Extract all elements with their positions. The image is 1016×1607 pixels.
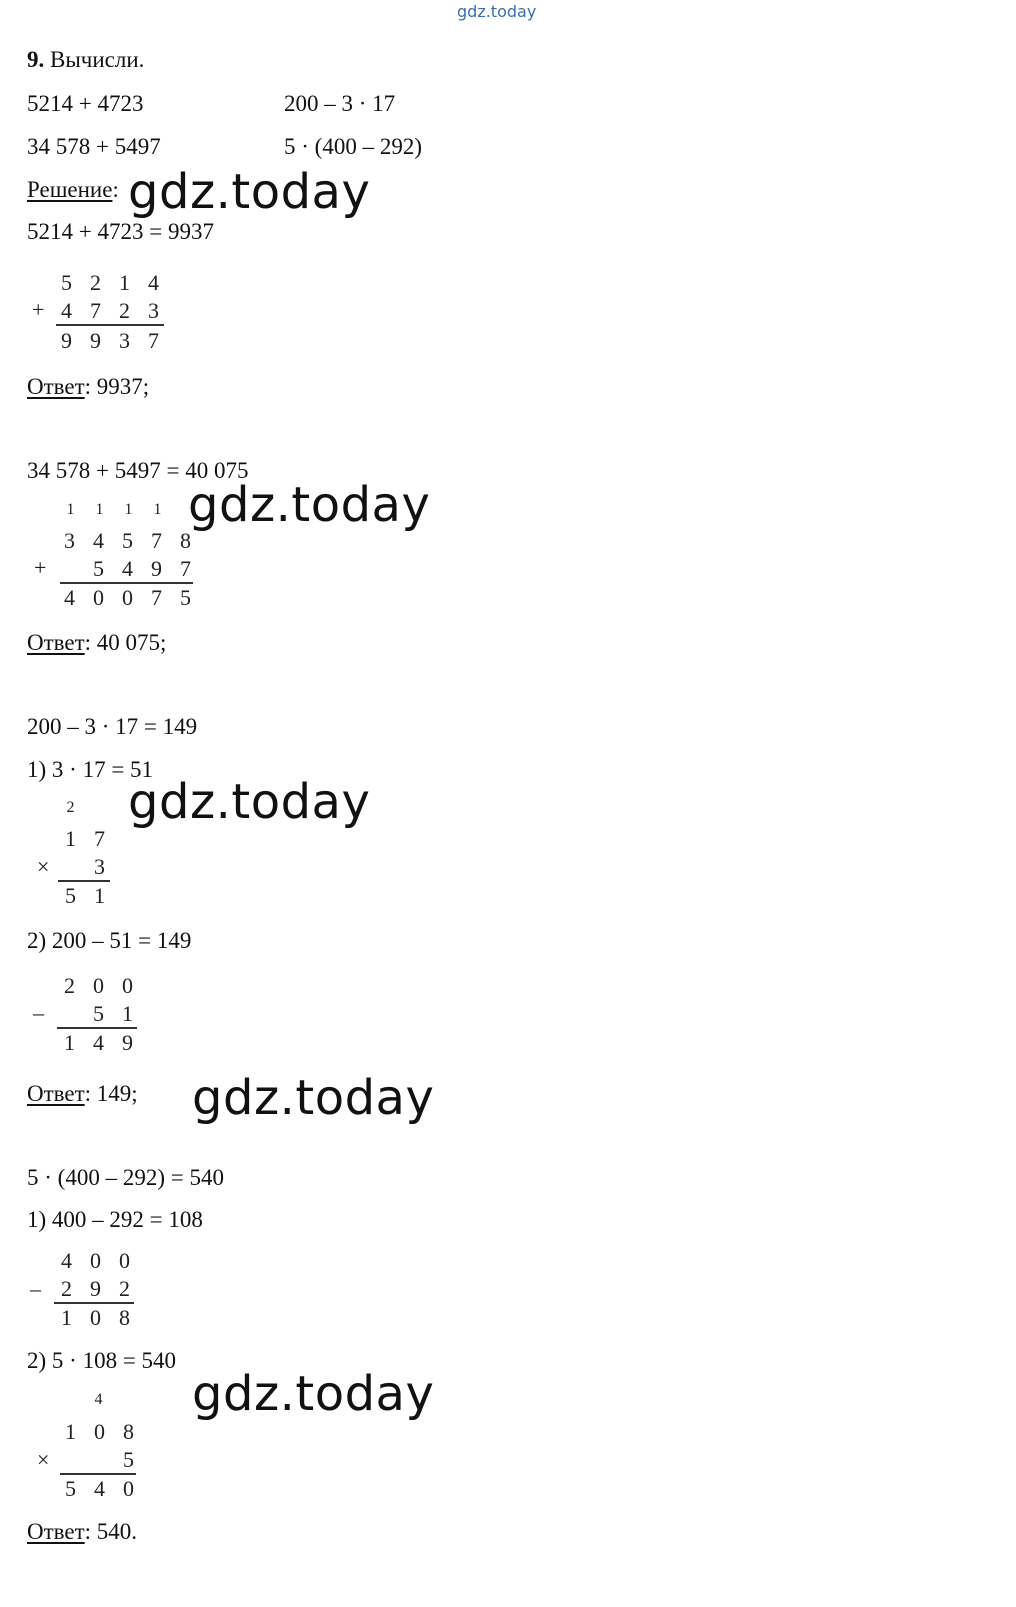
watermark-5: gdz.today — [192, 1366, 435, 1422]
task-number: 9. — [27, 47, 45, 72]
digit: 7 — [90, 298, 101, 323]
digit: 7 — [94, 826, 105, 851]
carry-digit: 4 — [94, 1391, 103, 1408]
part4-col1-row2 — [52, 1278, 139, 1300]
digit: 0 — [90, 1305, 101, 1330]
digit: 2 — [64, 973, 75, 998]
answer-label: Ответ — [27, 1081, 85, 1106]
top-watermark: gdz.today — [457, 2, 537, 21]
digit: 4 — [94, 1476, 105, 1501]
part3-step1: 1) 3 · 17 = 51 — [27, 757, 154, 782]
part4-step1: 1) 400 – 292 = 108 — [27, 1207, 203, 1232]
carry-digit: 1 — [124, 501, 133, 518]
digit: 8 — [123, 1419, 134, 1444]
task-expression-3: 34 578 + 5497 — [27, 134, 161, 159]
part4-carry — [84, 1392, 113, 1408]
part1-row1 — [52, 272, 168, 294]
digit: 4 — [93, 1030, 104, 1055]
part3-col2-row1 — [55, 975, 142, 997]
answer-label: Ответ — [27, 1519, 85, 1544]
digit: 8 — [180, 528, 191, 553]
part3-col2-result — [55, 1032, 142, 1054]
part3-minus-sign: – — [33, 1000, 44, 1025]
part1-equation: 5214 + 4723 = 9937 — [27, 219, 214, 244]
digit: 5 — [93, 1001, 104, 1026]
task-expression-4: 5 · (400 – 292) — [284, 134, 422, 159]
task-expression-1: 5214 + 4723 — [27, 91, 144, 116]
task-expression-2: 200 – 3 · 17 — [284, 91, 396, 116]
part4-minus-sign: – — [30, 1276, 41, 1301]
digit: 0 — [122, 585, 133, 610]
digit: 5 — [93, 556, 104, 581]
digit: 5 — [123, 1447, 134, 1472]
part3-step2: 2) 200 – 51 = 149 — [27, 928, 192, 953]
part2-row1 — [55, 530, 200, 552]
part4-col2-rule — [60, 1473, 136, 1475]
part4-answer — [27, 1520, 137, 1543]
part3-carry — [56, 800, 85, 816]
watermark-2: gdz.today — [188, 477, 431, 533]
digit: 7 — [151, 585, 162, 610]
part3-times-sign: × — [37, 854, 50, 879]
part3-col2-row2 — [84, 1003, 142, 1025]
digit: 9 — [61, 328, 72, 353]
carry-digit: 1 — [95, 501, 104, 518]
digit: 5 — [180, 585, 191, 610]
digit: 7 — [148, 328, 159, 353]
digit: 4 — [93, 528, 104, 553]
part2-plus-sign: + — [34, 555, 47, 580]
part4-col2-row1 — [56, 1421, 143, 1443]
part4-step2: 2) 5 · 108 = 540 — [27, 1348, 177, 1373]
digit: 4 — [61, 1248, 72, 1273]
digit: 1 — [94, 883, 105, 908]
answer-value: : 40 075; — [84, 630, 167, 655]
digit: 0 — [94, 1419, 105, 1444]
digit: 5 — [122, 528, 133, 553]
part2-carry — [56, 502, 172, 518]
digit: 8 — [119, 1305, 130, 1330]
digit: 0 — [93, 585, 104, 610]
part3-col1-row1 — [56, 828, 114, 850]
digit: 1 — [122, 1001, 133, 1026]
digit: 0 — [123, 1476, 134, 1501]
solution-label: Решение — [27, 177, 113, 202]
digit: 4 — [148, 270, 159, 295]
digit: 4 — [64, 585, 75, 610]
watermark-1: gdz.today — [128, 164, 371, 220]
part4-col1-row1 — [52, 1250, 139, 1272]
digit: 2 — [119, 298, 130, 323]
digit: 1 — [119, 270, 130, 295]
carry-digit: 1 — [66, 501, 75, 518]
part3-answer — [27, 1082, 138, 1105]
part2-rule — [60, 582, 193, 584]
part1-plus-sign: + — [32, 297, 45, 322]
answer-value: : 540. — [84, 1519, 138, 1544]
digit: 2 — [90, 270, 101, 295]
digit: 5 — [65, 883, 76, 908]
part3-col1-rule — [58, 880, 110, 882]
digit: 4 — [61, 298, 72, 323]
digit: 1 — [65, 1419, 76, 1444]
part1-row2 — [52, 300, 168, 322]
part2-equation: 34 578 + 5497 = 40 075 — [27, 458, 249, 483]
part2-answer — [27, 631, 166, 654]
digit: 0 — [93, 973, 104, 998]
digit: 2 — [61, 1276, 72, 1301]
task-title: Вычисли. — [50, 47, 145, 72]
part2-result — [55, 587, 200, 609]
part2-row2 — [84, 558, 200, 580]
task-header — [27, 48, 144, 71]
part3-equation: 200 – 3 · 17 = 149 — [27, 714, 198, 739]
digit: 3 — [119, 328, 130, 353]
digit: 3 — [94, 854, 105, 879]
digit: 3 — [64, 528, 75, 553]
watermark-4: gdz.today — [192, 1070, 435, 1126]
answer-value: : 149; — [84, 1081, 138, 1106]
digit: 1 — [64, 1030, 75, 1055]
part3-col1-result — [56, 885, 114, 907]
solution-heading — [27, 178, 119, 201]
digit: 4 — [122, 556, 133, 581]
part3-col2-rule — [57, 1027, 137, 1029]
digit: 9 — [151, 556, 162, 581]
answer-value: : 9937; — [84, 374, 150, 399]
part4-col1-rule — [54, 1302, 134, 1304]
part1-answer — [27, 375, 149, 398]
part4-times-sign: × — [37, 1447, 50, 1472]
part3-col1-row2 — [85, 856, 114, 878]
digit: 9 — [90, 1276, 101, 1301]
digit: 5 — [61, 270, 72, 295]
digit: 0 — [119, 1248, 130, 1273]
digit: 7 — [180, 556, 191, 581]
digit: 5 — [65, 1476, 76, 1501]
digit: 3 — [148, 298, 159, 323]
digit: 0 — [122, 973, 133, 998]
carry-digit: 2 — [66, 799, 75, 816]
digit: 1 — [65, 826, 76, 851]
digit: 2 — [119, 1276, 130, 1301]
part4-col2-result — [56, 1478, 143, 1500]
digit: 1 — [61, 1305, 72, 1330]
part4-equation: 5 · (400 – 292) = 540 — [27, 1165, 224, 1190]
watermark-3: gdz.today — [128, 774, 371, 830]
digit: 7 — [151, 528, 162, 553]
part4-col1-result — [52, 1307, 139, 1329]
answer-label: Ответ — [27, 630, 85, 655]
part1-rule — [56, 324, 164, 326]
carry-digit: 1 — [153, 501, 162, 518]
solution-colon: : — [112, 177, 119, 202]
answer-label: Ответ — [27, 374, 85, 399]
part4-col2-row2 — [114, 1449, 143, 1471]
part1-result — [52, 330, 168, 352]
digit: 9 — [122, 1030, 133, 1055]
digit: 0 — [90, 1248, 101, 1273]
digit: 9 — [90, 328, 101, 353]
